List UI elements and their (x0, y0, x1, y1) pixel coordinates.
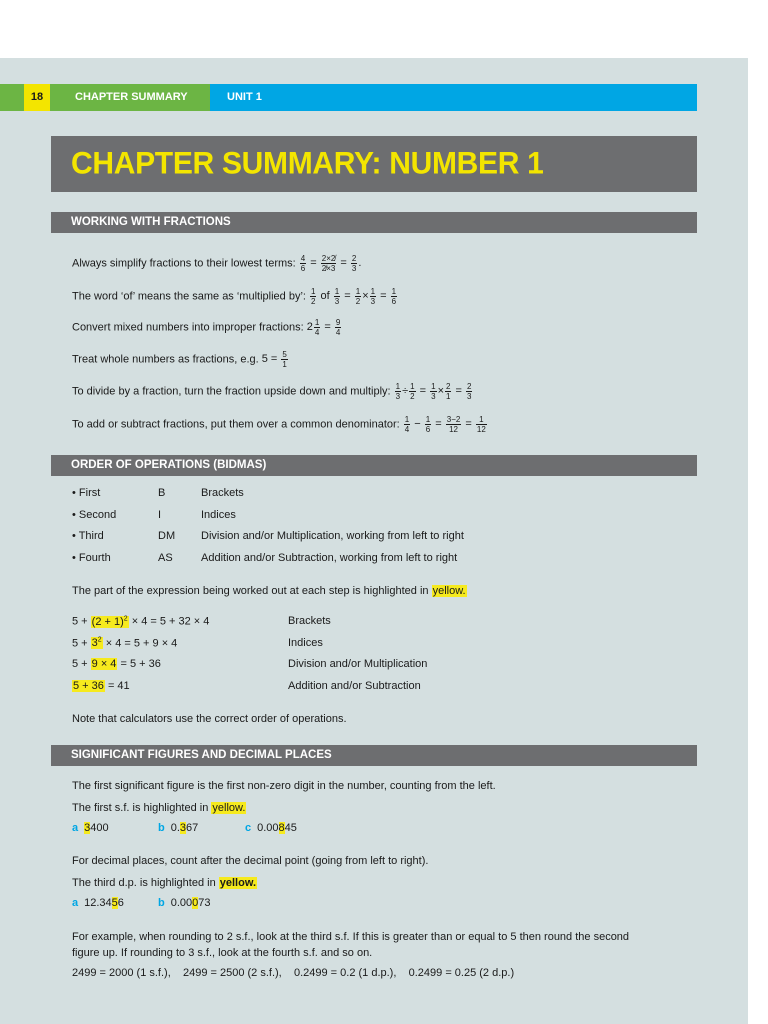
section-heading-fractions: WORKING WITH FRACTIONS (51, 212, 697, 233)
header-section: CHAPTER SUMMARY (50, 84, 210, 111)
fraction-rule-of (72, 287, 398, 306)
expr-highlight (91, 616, 129, 628)
example-highlight: 8 (278, 822, 285, 834)
expr-highlight (72, 680, 105, 692)
bidmas-order: • Fourth (72, 551, 111, 564)
expr-exponent: 2 (97, 636, 102, 644)
math-add: $\frac{1}{4}$ − $\frac{1}{6}$ = $\frac{3-2}{12}$ = $\frac{1}{12}$ (404, 415, 486, 434)
fraction-rule-simplify (72, 254, 361, 273)
expr-highlight-text: 5 + 36 (73, 679, 104, 692)
section-heading-sigfig: SIGNIFICANT FIGURES AND DECIMAL PLACES (51, 745, 697, 766)
expr-post: = 5 + 36 (117, 658, 161, 670)
example-label: a (72, 822, 79, 834)
expr-post: = 41 (104, 679, 130, 692)
bidmas-step-expression (72, 680, 130, 692)
example-highlight: 5 (111, 897, 118, 909)
rule-text: Treat whole numbers as fractions, e.g. (72, 353, 259, 366)
example-highlight: 3 (179, 822, 187, 834)
header-unit: UNIT 1 (210, 84, 697, 111)
math-simplify: $\frac{4}{6}$ = $\frac{2\times 2̸}{2̸\times 3}$ = $\frac{2}{3}$ . (300, 254, 362, 273)
header-green-tab (0, 84, 24, 111)
bidmas-note-highlight (72, 584, 467, 598)
rule-text: The word ‘of’ means the same as ‘multiplied by’: (72, 290, 306, 303)
example-item (72, 897, 124, 909)
bidmas-step-expression (72, 658, 161, 670)
example-post: 6 (117, 897, 124, 909)
rule-text: Convert mixed numbers into improper fractions: (72, 321, 304, 334)
fraction-rule-mixed (72, 318, 342, 337)
note-text: The part of the expression being worked out at each step is highlighted in (72, 585, 429, 597)
bidmas-order: • Second (72, 508, 117, 521)
bidmas-letter: B (158, 487, 166, 499)
rounding-para-line-1: For example, when rounding to 2 s.f., look at the third s.f. If this is greater than or equal to 5 then round the second (72, 931, 630, 943)
expr-post: × 4 = 5 + 9 × 4 (102, 637, 178, 650)
math-whole: 5 = $\frac{5}{1}$ (261, 350, 287, 369)
page-number: 18 (24, 84, 50, 111)
example-pre: 0. (170, 822, 180, 834)
rule-text: To divide by a fraction, turn the fraction upside down and multiply: (72, 385, 391, 398)
example-item (158, 897, 211, 909)
rule-text: To add or subtract fractions, put them over a common denominator: (72, 418, 400, 431)
expr-highlight-text: (2 + 1) (91, 615, 124, 628)
highlight-word: yellow. (432, 585, 466, 597)
bidmas-step-label: Indices (288, 636, 323, 649)
bidmas-step-label: Division and/or Multiplication (288, 658, 428, 670)
math-divide: $\frac{1}{3}$ ÷ $\frac{1}{2}$ = $\frac{1}{3}$ × $\frac{2}{1}$ = $\frac{2}{3}$ (395, 382, 472, 401)
rounding-examples: 2499 = 2000 (1 s.f.), 2499 = 2500 (2 s.f.), 0.2499 = 0.2 (1 d.p.), 0.2499 = 0.25 (2 d.p.) (72, 967, 515, 979)
bidmas-step-expression (72, 637, 177, 650)
fraction-rule-add (72, 415, 488, 434)
bidmas-desc: Indices (201, 508, 236, 521)
page-title-bar (51, 136, 697, 192)
section-heading-bidmas: ORDER OF OPERATIONS (BIDMAS) (51, 455, 697, 476)
expr-pre: 5 + (72, 615, 91, 628)
fraction-rule-divide (72, 382, 473, 401)
bidmas-step-label: Addition and/or Subtraction (288, 679, 421, 692)
highlight-word: yellow. (219, 877, 257, 889)
expr-pre: 5 + (72, 658, 91, 670)
bidmas-desc: Division and/or Multiplication, working from left to right (201, 530, 464, 542)
example-post: 45 (284, 822, 297, 834)
expr-highlight (91, 658, 118, 670)
example-post: 400 (90, 822, 109, 834)
rule-text: Always simplify fractions to their lowest terms: (72, 257, 296, 270)
expr-pre: 5 + (72, 637, 91, 650)
math-of: $\frac{1}{2}$ of $\frac{1}{3}$ = $\frac{1}{2}$ × $\frac{1}{3}$ = $\frac{1}{6}$ (311, 287, 397, 306)
bidmas-letter: DM (158, 530, 176, 542)
example-pre: 12.34 (84, 897, 112, 909)
bidmas-desc: Addition and/or Subtraction, working from left to right (201, 551, 458, 564)
para-text: The first s.f. is highlighted in (72, 802, 209, 814)
example-item (158, 822, 198, 834)
bidmas-letter: I (158, 508, 162, 521)
expr-post: × 4 = 5 + 32 × 4 (128, 615, 210, 628)
bidmas-note-calculator: Note that calculators use the correct order of operations. (72, 713, 347, 725)
example-pre: 0.00 (257, 822, 279, 834)
bidmas-letter: AS (158, 551, 173, 564)
example-post: 73 (198, 897, 211, 909)
example-label: b (158, 822, 165, 834)
header-bar (0, 84, 697, 111)
fraction-rule-whole (72, 350, 289, 369)
decimal-para-2 (72, 876, 257, 890)
example-item (72, 822, 109, 834)
highlight-word: yellow. (212, 802, 246, 814)
expr-highlight-text: 9 × 4 (91, 658, 117, 670)
expr-exponent: 2 (123, 615, 128, 622)
example-post: 67 (186, 822, 199, 834)
example-label: b (158, 897, 165, 909)
bidmas-order: • Third (72, 530, 104, 542)
para-text: The third d.p. is highlighted in (72, 877, 216, 889)
example-label: a (72, 897, 79, 909)
example-item (245, 822, 297, 834)
bidmas-order: • First (72, 487, 101, 499)
sigfig-para-2 (72, 801, 246, 815)
example-label: c (245, 822, 252, 834)
expr-highlight (91, 637, 103, 649)
expr-highlight-text: 3 (91, 637, 98, 650)
bidmas-step-expression (72, 615, 209, 628)
bidmas-step-label: Brackets (288, 615, 331, 627)
of-word: of (320, 290, 330, 303)
math-mixed: 2 $\frac{1}{4}$ = $\frac{9}{4}$ (306, 318, 341, 337)
example-pre: 0.00 (170, 897, 193, 909)
bidmas-desc: Brackets (201, 487, 244, 499)
example-highlight: 3 (84, 822, 91, 834)
sigfig-para-1: The first significant figure is the first non-zero digit in the number, counting from the left. (72, 780, 496, 792)
page-title: CHAPTER SUMMARY: NUMBER 1 (71, 146, 544, 181)
example-highlight: 0 (192, 897, 199, 909)
rounding-para-line-2: figure up. If rounding to 3 s.f., look at the fourth s.f. and so on. (72, 947, 373, 959)
decimal-para-1: For decimal places, count after the decimal point (going from left to right). (72, 855, 429, 867)
